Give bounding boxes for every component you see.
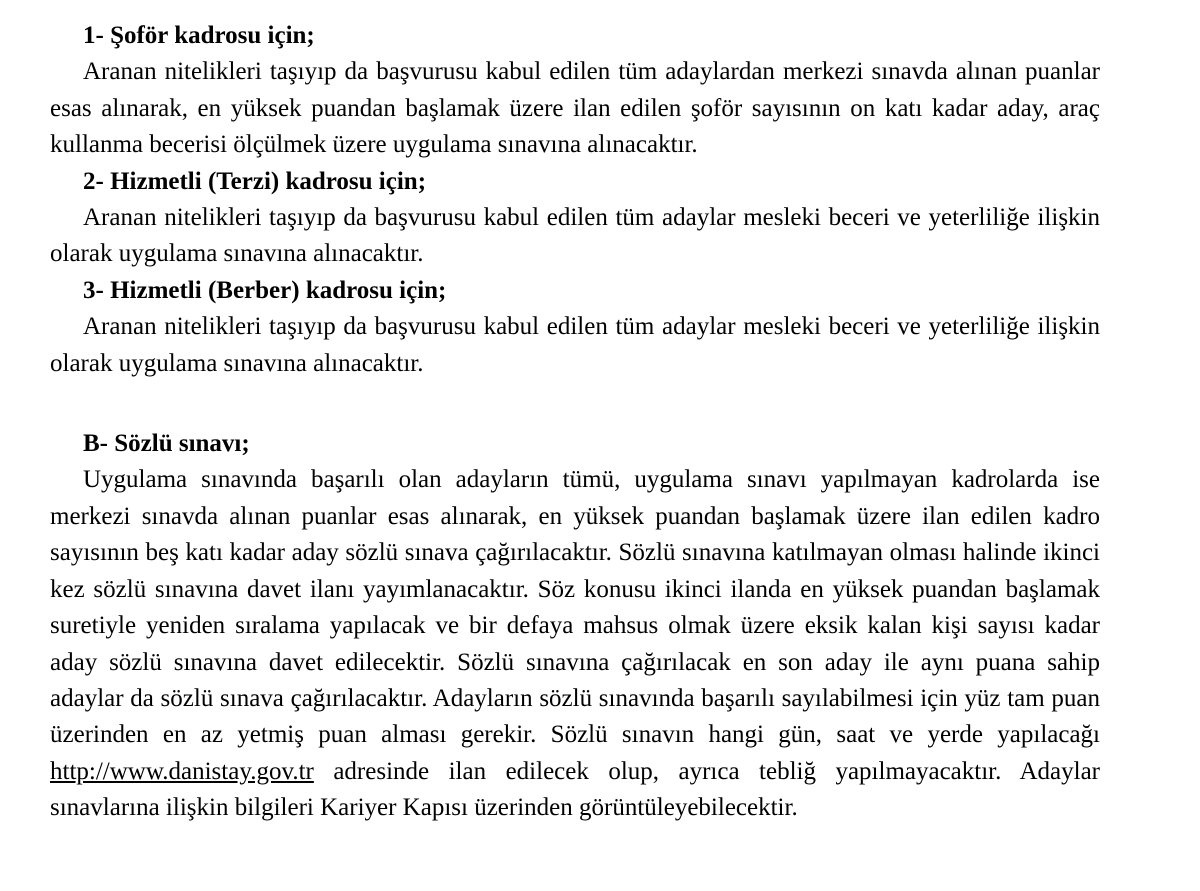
section-heading-sozlu: B- Sözlü sınavı; bbox=[83, 430, 250, 458]
section-spacer bbox=[50, 382, 1100, 426]
danistay-website-link[interactable]: http://www.danistay.gov.tr bbox=[50, 757, 314, 785]
section-heading-sofor: 1- Şoför kadrosu için; bbox=[83, 22, 315, 49]
sozlu-text-after-link: adresinde ilan edilecek olup, ayrıca tebliğ yapılmayacaktır. Adaylar sınavlarına ilişkin bilgileri Kariyer Kapısı üzerinden görüntüleyebilecektir. bbox=[50, 757, 1100, 822]
section-text-berber: Aranan nitelikleri taşıyıp da başvurusu kabul edilen tüm adaylar mesleki beceri ve yeterliliğe ilişkin olarak uygulama sınavına alınacaktır. bbox=[50, 313, 1100, 377]
section-text-sozlu bbox=[50, 462, 1100, 826]
section-heading-berber: 3- Hizmetli (Berber) kadrosu için; bbox=[83, 276, 447, 304]
section-text-sofor: Aranan nitelikleri taşıyıp da başvurusu kabul edilen tüm adaylardan merkezi sınavda alınan puanlar esas alınarak, en yüksek puandan başlamak üzere ilan edilen şoför sayısının on katı kadar aday, araç kullanma becerisi ölçülmek üzere uygulama sınavına alınacaktır. bbox=[50, 58, 1100, 159]
section-heading-terzi: 2- Hizmetli (Terzi) kadrosu için; bbox=[83, 167, 427, 195]
section-text-terzi: Aranan nitelikleri taşıyıp da başvurusu kabul edilen tüm adaylar mesleki beceri ve yeterliliğe ilişkin olarak uygulama sınavına alınacaktır. bbox=[50, 204, 1100, 268]
sozlu-text-before-link: Uygulama sınavında başarılı olan adayların tümü, uygulama sınavı yapılmayan kadrolarda ise merkezi sınavda alınan puanlar esas alınarak, en yüksek puandan başlamak üzere ilan edilen kadro sayısının beş katı kadar aday sözlü sınava çağırılacaktır. Sözlü sınavına katılmayan olması halinde ikinci kez sözlü sınavına davet ilanı yayımlanacaktır. Söz konusu ikinci ilanda en yüksek puandan başlamak suretiyle yeniden sıralama yapılacak ve bir defaya mahsus olmak üzere eksik kalan kişi sayısı kadar aday sözlü sınavına davet edilecektir. Sözlü sınavına çağırılacak en son aday ile aynı puana sahip adaylar da sözlü sınava çağırılacaktır. Adayların sözlü sınavında başarılı sayılabilmesi için yüz tam puan üzerinden en az yetmiş puan alması gerekir. Sözlü sınavın hangi gün, saat ve yerde yapılacağı bbox=[50, 466, 1100, 749]
